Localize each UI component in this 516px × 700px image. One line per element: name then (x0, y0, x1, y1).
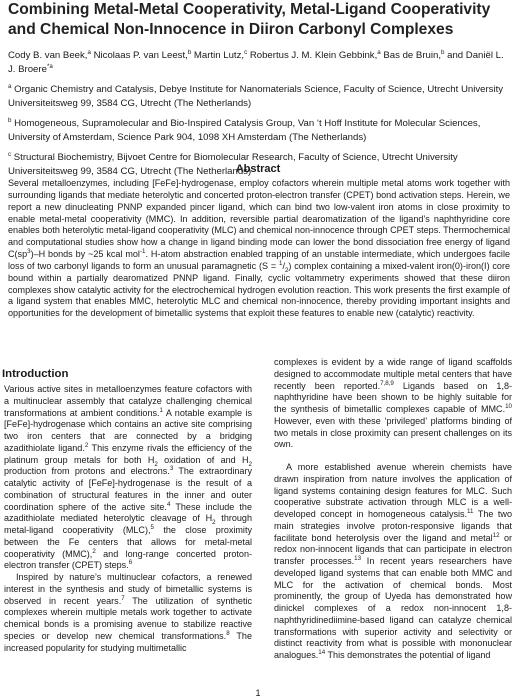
body-text: These include the azadithiolate mediated heterolytic cleavage of H (4, 501, 252, 524)
citation: 3 (169, 465, 174, 473)
author-affil-mark: b (440, 48, 445, 56)
body-text: production from protons and electrons. (4, 466, 170, 477)
body-text: Various active sites in metalloenzymes feature cofactors with a multinuclear assembly that catalyze challenging chemical transformations at ambient conditions. (4, 384, 252, 418)
affiliation-text: Structural Biochemistry, Bijvoet Centre for Biomolecular Research, Faculty of Science, Utrecht University Universiteitsweg 99, 3584 CG, Utrecht (The Netherlands) (8, 152, 458, 177)
body-text: However, even with these ‘privileged’ platforms binding of two metals in close proximity can present challenges on its own. (274, 415, 512, 450)
abstract-heading: Abstract (235, 163, 281, 175)
author: and Daniël L. J. Broere (8, 50, 504, 75)
body-text: complexes is evident by a wide range of ligand scaffolds designed to accommodate multiple metal centers that have recently been reported. (274, 357, 512, 391)
affiliation-text: Homogeneous, Supramolecular and Bio-Inspired Catalysis Group, Van ‘t Hoff Institute for Molecular Sciences, University of Amsterdam, Science Park 904, 1098 XH Amsterdam (The Netherlands) (8, 118, 481, 143)
paragraph (274, 357, 512, 451)
subscript: 2 (248, 460, 252, 468)
right-column (274, 357, 512, 662)
author: Martin Lutz, (191, 50, 245, 61)
body-text: Ligands based on 1,8-naphthyridine have been shown to be highly suitable for the synthesis of bimetallic complexes capable of MMC. (274, 380, 512, 414)
author-affil-mark: b (187, 48, 192, 56)
superscript: -1 (139, 248, 146, 256)
author-affil-mark: *a (46, 62, 53, 70)
affiliation-a (8, 83, 508, 110)
paper-title: Combining Metal-Metal Cooperativity, Metal-Ligand Cooperativity and Chemical Non-Innocence in Diiron Carbonyl Complexes (8, 1, 491, 38)
citation: 6 (128, 559, 133, 567)
body-text: The two main strategies involve proton-responsive ligands that facilitate bond heterolysis over the ligand and metal (274, 509, 512, 543)
body-text: through metal-ligand cooperativity (MLC), (4, 513, 252, 535)
introduction-heading: Introduction (2, 368, 69, 380)
affiliation-text: Organic Chemistry and Catalysis, Debye Institute for Nanomaterials Science, Faculty of Science, Utrecht University Universiteitsweg 99, 3584 CG, Utrecht (The Netherlands) (8, 84, 504, 109)
body-text: The increased popularity for studying multimetallic (4, 630, 252, 653)
affiliation-mark: c (8, 150, 12, 158)
citation: 8 (226, 629, 230, 637)
body-text: oxidation of and H (157, 454, 249, 465)
paragraph (4, 384, 252, 572)
body-text: This enzyme rivals the efficiency of the platinum group metals for both H (4, 442, 252, 465)
body-text: This demonstrates the potential of ligand (325, 650, 491, 660)
citation: 2 (92, 547, 96, 555)
body-text: In recent years researchers have developed ligand systems that can enable both MMC and MLC for the activation of chemical bonds. Most prominently, the group of Uyeda has demonstrated how dinickel complexes of a redox non-innocent 1,8-naphthyridinediimine-based ligand can catalyze chemical transformations with superior activity and selectivity or distinct reactivity from what is possible with mononuclear analogues. (274, 556, 512, 660)
citation: 12 (492, 531, 500, 539)
citation: 14 (318, 648, 326, 656)
citation: 5 (150, 523, 154, 531)
page-number: 1 (255, 688, 261, 698)
paragraph (4, 572, 252, 654)
abstract-text: )–H bonds by ~25 kcal mol (30, 249, 140, 260)
body-text: Inspired by nature’s multinuclear cofactors, a renewed interest in the synthesis and study of bimetallic systems is observed in recent years. (4, 572, 252, 606)
citation: 7 (121, 594, 125, 602)
author: Bas de Bruin, (380, 50, 441, 61)
affiliation-mark: b (8, 116, 12, 124)
abstract-body (8, 178, 510, 320)
abstract-text: / (282, 260, 285, 271)
subscript: 2 (284, 266, 289, 274)
affiliation-mark: a (8, 82, 12, 90)
citation: 7,8,9 (380, 379, 394, 387)
author-list (8, 49, 508, 77)
citation: 11 (467, 507, 474, 515)
author: Robertus J. M. Klein Gebbink, (247, 50, 378, 61)
body-text: A notable example is [FeFe]-hydrogenase which contains an active site comprising two iron centers that are connected by a bridging azadithiolate ligand. (4, 407, 252, 453)
superscript: 3 (27, 248, 31, 256)
body-text: or redox non-innocent ligands that can participate in electron transfer processes. (274, 532, 512, 566)
author: Cody B. van Beek, (8, 50, 88, 61)
abstract-text: . H-atom abstraction enabled trapping of an unstable intermediate, which undergoes facile loss of two carbonyl ligands to form an unusual paramagnetic (S = (8, 249, 510, 271)
abstract-text: Several metalloenzymes, including [FeFe]-hydrogenase, employ cofactors wherein multiple metal atoms work together with surrounding ligands that mediate heterolytic and concerted proton-electron transfer (CPET) bond activation steps. Herein, we report a new dinucleating PNNP expanded pincer ligand, which can bind two low-valent iron atoms in close proximity to enable metal-metal cooperativity (MMC). In addition, reversible partial dearomatization of the ligand’s naphthyridine core enables both heterolytic metal-ligand cooperativity (MLC) and chemical non-innocence through CPET steps. Thermochemical and computational studies show how a change in ligand binding mode can lower the bond dissociation free energy of ligand C(sp (8, 178, 510, 260)
subscript: 2 (212, 519, 216, 527)
citation: 1 (159, 406, 163, 414)
author: Nicolaas P. van Leest, (90, 50, 188, 61)
citation: 13 (354, 554, 362, 562)
superscript: 1 (279, 259, 283, 267)
author-affil-mark: a (87, 48, 91, 56)
affiliation-b (8, 117, 508, 144)
body-text: The extraordinary catalytic activity of [FeFe]-hydrogenase is the result of a combination of structural features in the inner and outer coordination sphere of the active site. (4, 466, 252, 512)
paragraph (274, 462, 512, 662)
abstract-text: ) complex containing a mixed-valent iron(0)-iron(I) core bound within a partially dearomatized PNNP ligand. Finally, cyclic voltammetry experiments showed that these diiron complexes show catalytic activity for the electrochemical hydrogen evolution reaction. This work presents the first example of a ligand system that enables MMC, heterolytic MLC and chemical non-innocence, thereby providing important insights and opportunities for the development of bimetallic systems that exploit these features to enable new (catalytic) reactivity. (8, 260, 510, 319)
author-affil-mark: c (244, 48, 248, 56)
body-text: the close proximity between the Fe centers that allows for metal-metal cooperativity (MMC), (4, 525, 252, 559)
body-text: The utilization of synthetic complexes wherein multiple metals work together to activate chemical bonds is a promising avenue to stabilize reactive species or develop new chemical transformations. (4, 595, 252, 641)
citation: 4 (166, 500, 171, 508)
citation: 2 (84, 441, 89, 449)
body-text: and long-range concerted proton-electron transfer (CPET) steps. (4, 548, 252, 571)
left-column (4, 384, 252, 654)
author-affil-mark: a (377, 48, 381, 56)
body-text: A more established avenue wherein chemists have drawn inspiration from nature involves the application of ligand systems containing design features for MLC. Such cooperative substrate activation through MLC is a well-developed concept in homogeneous catalysis. (274, 462, 512, 519)
citation: 10 (505, 402, 512, 410)
subscript: 2 (154, 460, 158, 468)
